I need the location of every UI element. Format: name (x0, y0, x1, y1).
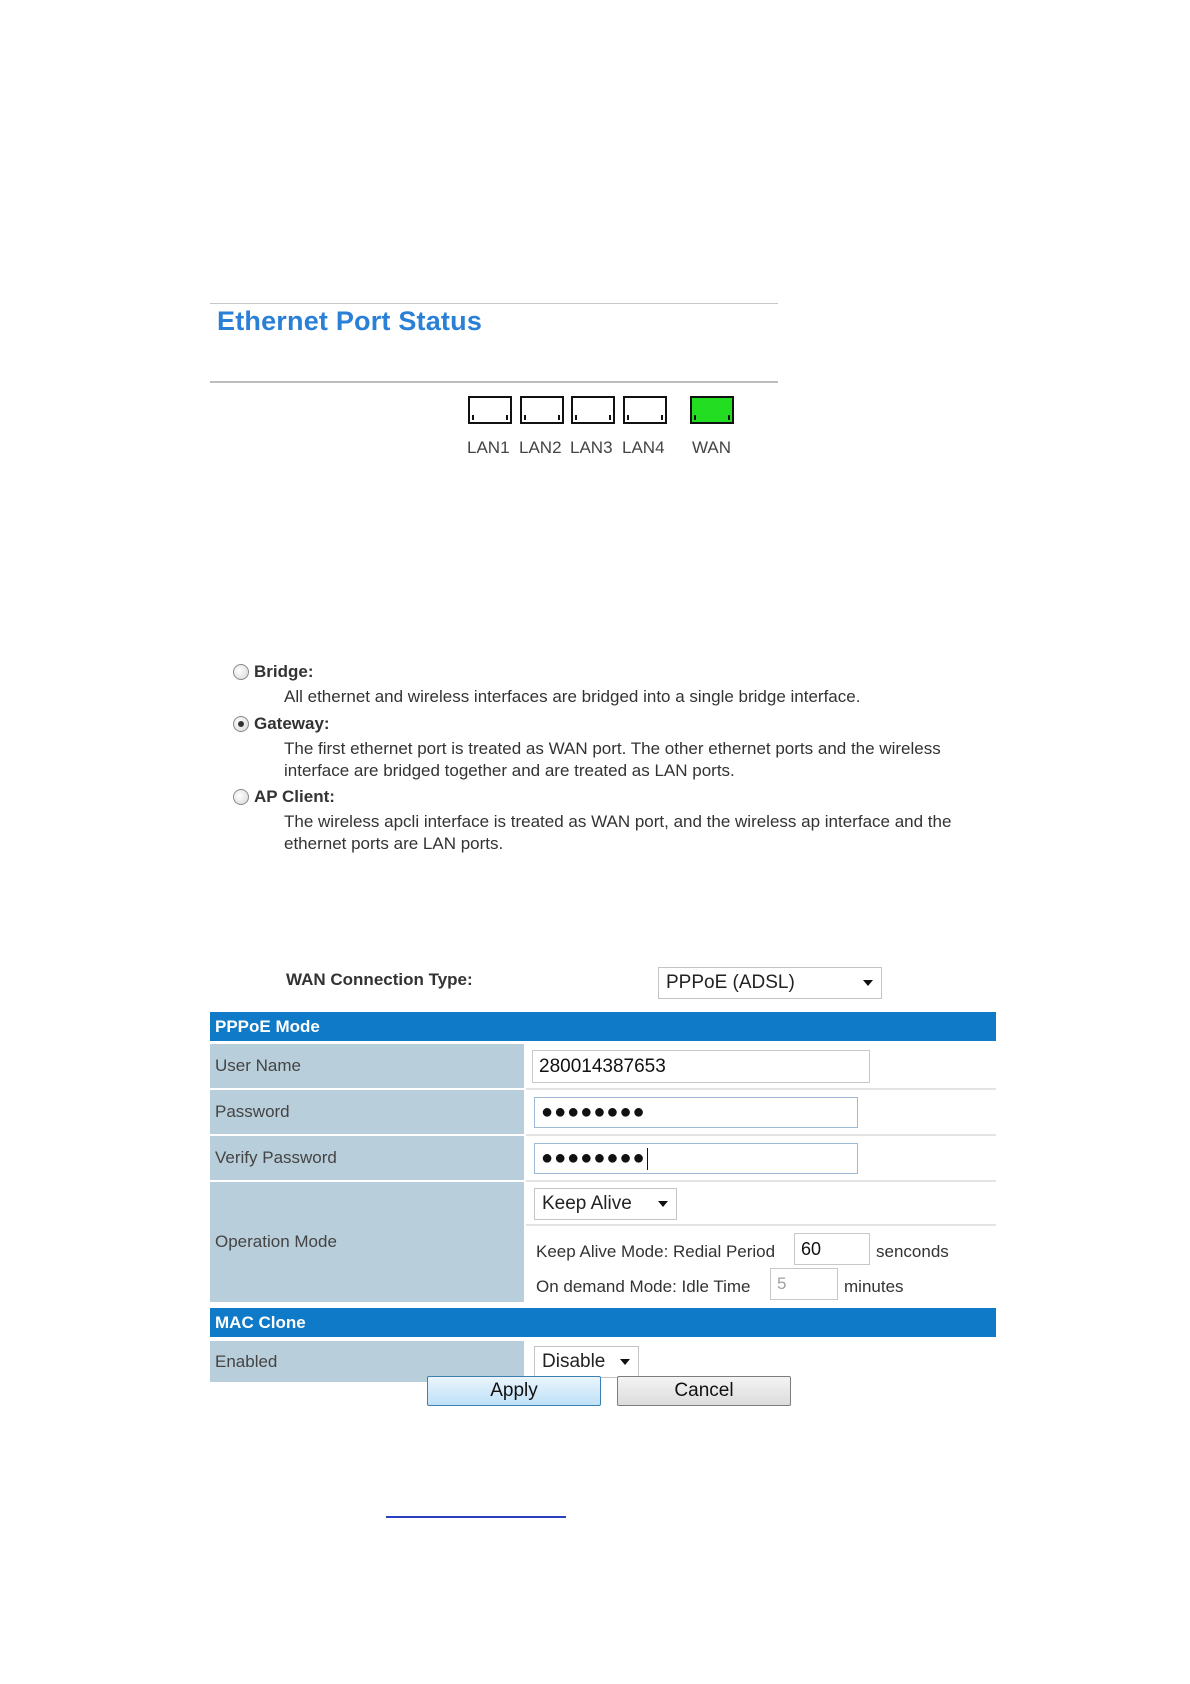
hyperlink-underline (386, 1516, 566, 1518)
mac-enabled-label: Enabled (210, 1341, 524, 1382)
lan4-port-icon (623, 396, 667, 424)
wan-port-icon (690, 396, 734, 424)
ap-client-title: AP Client: (254, 787, 335, 806)
redial-period-input[interactable] (794, 1233, 870, 1265)
user-name-label: User Name (210, 1044, 524, 1088)
mac-clone-header: MAC Clone (210, 1308, 996, 1337)
lan2-port-icon (520, 396, 564, 424)
operation-mode-value: Keep Alive (542, 1193, 632, 1214)
chevron-down-icon (658, 1201, 668, 1207)
ap-client-description-line-1: The wireless apcli interface is treated as WAN port, and the wireless ap interface and the (284, 812, 952, 831)
idle-time-unit: minutes (844, 1277, 904, 1296)
cancel-button[interactable]: Cancel (617, 1376, 791, 1406)
verify-password-value: ●●●●●●●● (541, 1147, 646, 1169)
user-name-value: 280014387653 (539, 1055, 666, 1077)
lan4-label: LAN4 (622, 438, 665, 457)
wan-connection-type-value: PPPoE (ADSL) (666, 972, 795, 993)
operation-mode-select[interactable] (534, 1188, 677, 1220)
wan-connection-type-select[interactable] (658, 967, 882, 999)
lan3-port-icon (571, 396, 615, 424)
redial-period-value: 60 (801, 1238, 822, 1259)
ap-client-description-line-2: ethernet ports are LAN ports. (284, 834, 504, 853)
gateway-description-line-2: interface are bridged together and are treated as LAN ports. (284, 761, 735, 780)
ethernet-port-status-title: Ethernet Port Status (217, 306, 483, 336)
lan3-label: LAN3 (570, 438, 613, 457)
wan-label: WAN (692, 438, 732, 457)
gateway-title: Gateway: (254, 714, 330, 733)
idle-time-value: 5 (777, 1274, 787, 1293)
on-demand-label: On demand Mode: Idle Time (536, 1277, 751, 1296)
pppoe-mode-header: PPPoE Mode (210, 1012, 996, 1041)
title-divider (210, 381, 778, 383)
verify-password-input[interactable] (534, 1143, 858, 1174)
lan1-label: LAN1 (467, 438, 510, 457)
top-divider (210, 303, 778, 304)
password-label: Password (210, 1090, 524, 1134)
gateway-description-line-1: The first ethernet port is treated as WAN port. The other ethernet ports and the wireless (284, 739, 941, 758)
keep-alive-label: Keep Alive Mode: Redial Period (536, 1242, 776, 1261)
wan-connection-type-label: WAN Connection Type: (286, 970, 473, 989)
redial-period-unit: senconds (876, 1242, 949, 1261)
lan1-port-icon (468, 396, 512, 424)
bridge-description: All ethernet and wireless interfaces are bridged into a single bridge interface. (284, 687, 861, 706)
mac-clone-enabled-value: Disable (542, 1351, 606, 1372)
lan2-label: LAN2 (519, 438, 562, 457)
chevron-down-icon (620, 1359, 630, 1365)
ap-client-radio[interactable] (233, 789, 249, 805)
mac-clone-enabled-select[interactable] (534, 1346, 639, 1378)
password-value: ●●●●●●●● (541, 1101, 646, 1123)
text-cursor (647, 1148, 648, 1170)
chevron-down-icon (863, 980, 873, 986)
operation-mode-label: Operation Mode (210, 1182, 524, 1302)
user-name-input[interactable] (532, 1050, 870, 1083)
verify-password-label: Verify Password (210, 1136, 524, 1180)
gateway-radio[interactable] (233, 716, 249, 732)
idle-time-input[interactable] (770, 1268, 838, 1300)
bridge-radio[interactable] (233, 664, 249, 680)
password-input[interactable] (534, 1097, 858, 1128)
bridge-title: Bridge: (254, 662, 314, 681)
apply-button[interactable]: Apply (427, 1376, 601, 1406)
